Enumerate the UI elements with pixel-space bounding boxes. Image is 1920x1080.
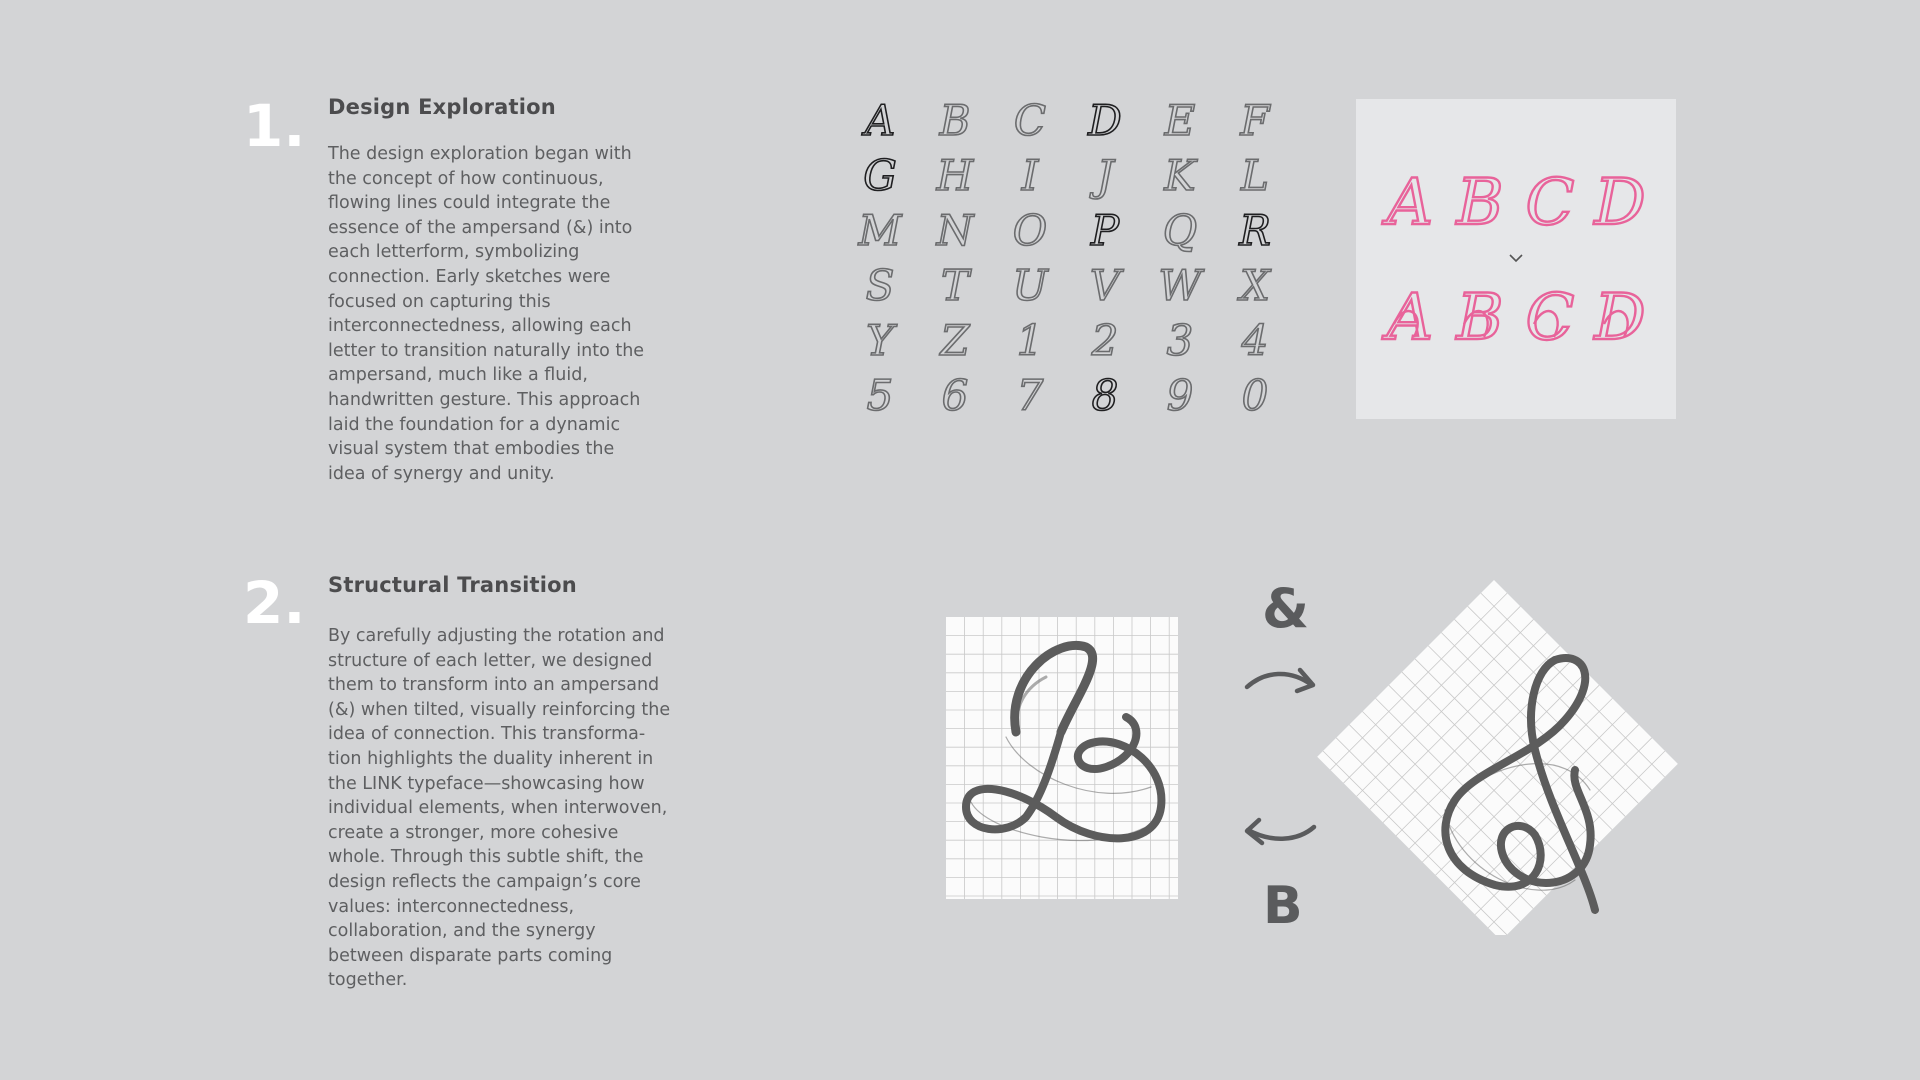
pink-letter-D: D	[1594, 166, 1646, 240]
body-line: create a stronger, more cohesive	[328, 822, 619, 843]
glyph-8: 8	[1091, 371, 1119, 420]
body-line: between disparate parts coming	[328, 945, 613, 966]
glyph-9: 9	[1166, 371, 1194, 420]
section-1-title: Design Exploration	[328, 95, 556, 119]
glyph-K: K	[1164, 151, 1196, 200]
glyph-Z: Z	[940, 316, 970, 365]
glyph-C: C	[1013, 96, 1047, 145]
glyph-V: V	[1089, 261, 1121, 310]
body-line: (&) when tilted, visually reinforcing the	[328, 699, 671, 720]
glyph-O: O	[1012, 206, 1048, 255]
chevron-down-icon	[1510, 255, 1522, 261]
glyph-R: R	[1239, 206, 1271, 255]
glyph-N: N	[936, 206, 974, 255]
body-line: idea of connection. This transforma-	[328, 724, 646, 745]
glyph-G: G	[863, 151, 897, 200]
glyph-I: I	[1021, 151, 1039, 200]
glyph-Y: Y	[866, 316, 894, 365]
glyph-1: 1	[1016, 316, 1044, 365]
ampersand-label: &	[1262, 577, 1310, 640]
letter-b-label: B	[1263, 876, 1303, 936]
body-line: interconnectedness, allowing each	[328, 316, 632, 337]
body-line: tion highlights the duality inherent in	[328, 748, 654, 769]
glyph-E: E	[1164, 96, 1196, 145]
section-2-body	[328, 624, 670, 993]
body-line: ampersand, much like a fluid,	[328, 365, 588, 386]
glyph-F: F	[1240, 96, 1270, 145]
glyph-L: L	[1241, 151, 1269, 200]
body-line: laid the foundation for a dynamic	[328, 414, 621, 435]
body-line: each letterform, symbolizing	[328, 242, 580, 263]
pink-letter-A: A	[1386, 281, 1434, 355]
body-line: design reflects the campaign’s core	[328, 871, 641, 892]
body-line: the LINK typeface—showcasing how	[328, 773, 645, 794]
glyph-D: D	[1088, 96, 1122, 145]
body-line: By carefully adjusting the rotation and	[328, 626, 665, 646]
body-line: idea of synergy and unity.	[328, 463, 555, 484]
pink-letters	[1356, 99, 1676, 419]
glyph-A: A	[864, 96, 896, 145]
glyph-4: 4	[1241, 316, 1269, 365]
glyph-W: W	[1158, 261, 1202, 310]
body-line: flowing lines could integrate the	[328, 193, 611, 214]
glyph-P: P	[1090, 206, 1120, 255]
body-line: together.	[328, 970, 408, 991]
sketch-ampersand	[1310, 580, 1680, 935]
section-1-body	[328, 142, 644, 486]
body-line: connection. Early sketches were	[328, 266, 611, 287]
glyph-S: S	[865, 261, 895, 310]
pink-letter-B: B	[1456, 281, 1504, 355]
section-2-title: Structural Transition	[328, 573, 577, 597]
glyph-B: B	[939, 96, 971, 145]
body-line: them to transform into an ampersand	[328, 675, 660, 696]
glyph-J: J	[1096, 151, 1114, 200]
body-line: essence of the ampersand (&) into	[328, 217, 633, 238]
body-line: whole. Through this subtle shift, the	[328, 847, 644, 868]
pink-letter-A: A	[1386, 166, 1434, 240]
glyph-5: 5	[866, 371, 894, 420]
pink-letter-C: C	[1525, 281, 1575, 355]
body-line: handwritten gesture. This approach	[328, 389, 641, 410]
transition-arrows	[1240, 655, 1320, 855]
glyph-H: H	[936, 151, 974, 200]
body-line: structure of each letter, we designed	[328, 650, 653, 671]
glyph-Q: Q	[1162, 206, 1198, 255]
glyph-T: T	[940, 261, 970, 310]
glyph-3: 3	[1166, 316, 1194, 365]
body-line: values: interconnectedness,	[328, 896, 575, 917]
glyph-X: X	[1240, 261, 1270, 310]
body-line: letter to transition naturally into the	[328, 340, 645, 361]
body-line: collaboration, and the synergy	[328, 921, 596, 942]
body-line: the concept of how continuous,	[328, 168, 604, 189]
body-line: individual elements, when interwoven,	[328, 798, 668, 819]
pink-letter-C: C	[1525, 166, 1575, 240]
pink-letter-B: B	[1456, 166, 1504, 240]
pink-letter-card	[1356, 99, 1676, 419]
body-line: visual system that embodies the	[328, 439, 615, 460]
pink-letter-D: D	[1594, 281, 1646, 355]
glyph-7: 7	[1016, 371, 1044, 420]
glyph-U: U	[1012, 261, 1048, 310]
section-2-number: 2.	[243, 569, 306, 637]
body-line: focused on capturing this	[328, 291, 551, 312]
body-line: The design exploration began with	[328, 144, 632, 164]
glyph-M: M	[858, 206, 902, 255]
section-1-number: 1.	[243, 92, 306, 160]
sketch-letter-b	[946, 617, 1178, 899]
glyph-6: 6	[941, 371, 969, 420]
glyph-2: 2	[1091, 316, 1119, 365]
glyph-0: 0	[1241, 371, 1269, 420]
glyph-grid	[845, 90, 1285, 430]
